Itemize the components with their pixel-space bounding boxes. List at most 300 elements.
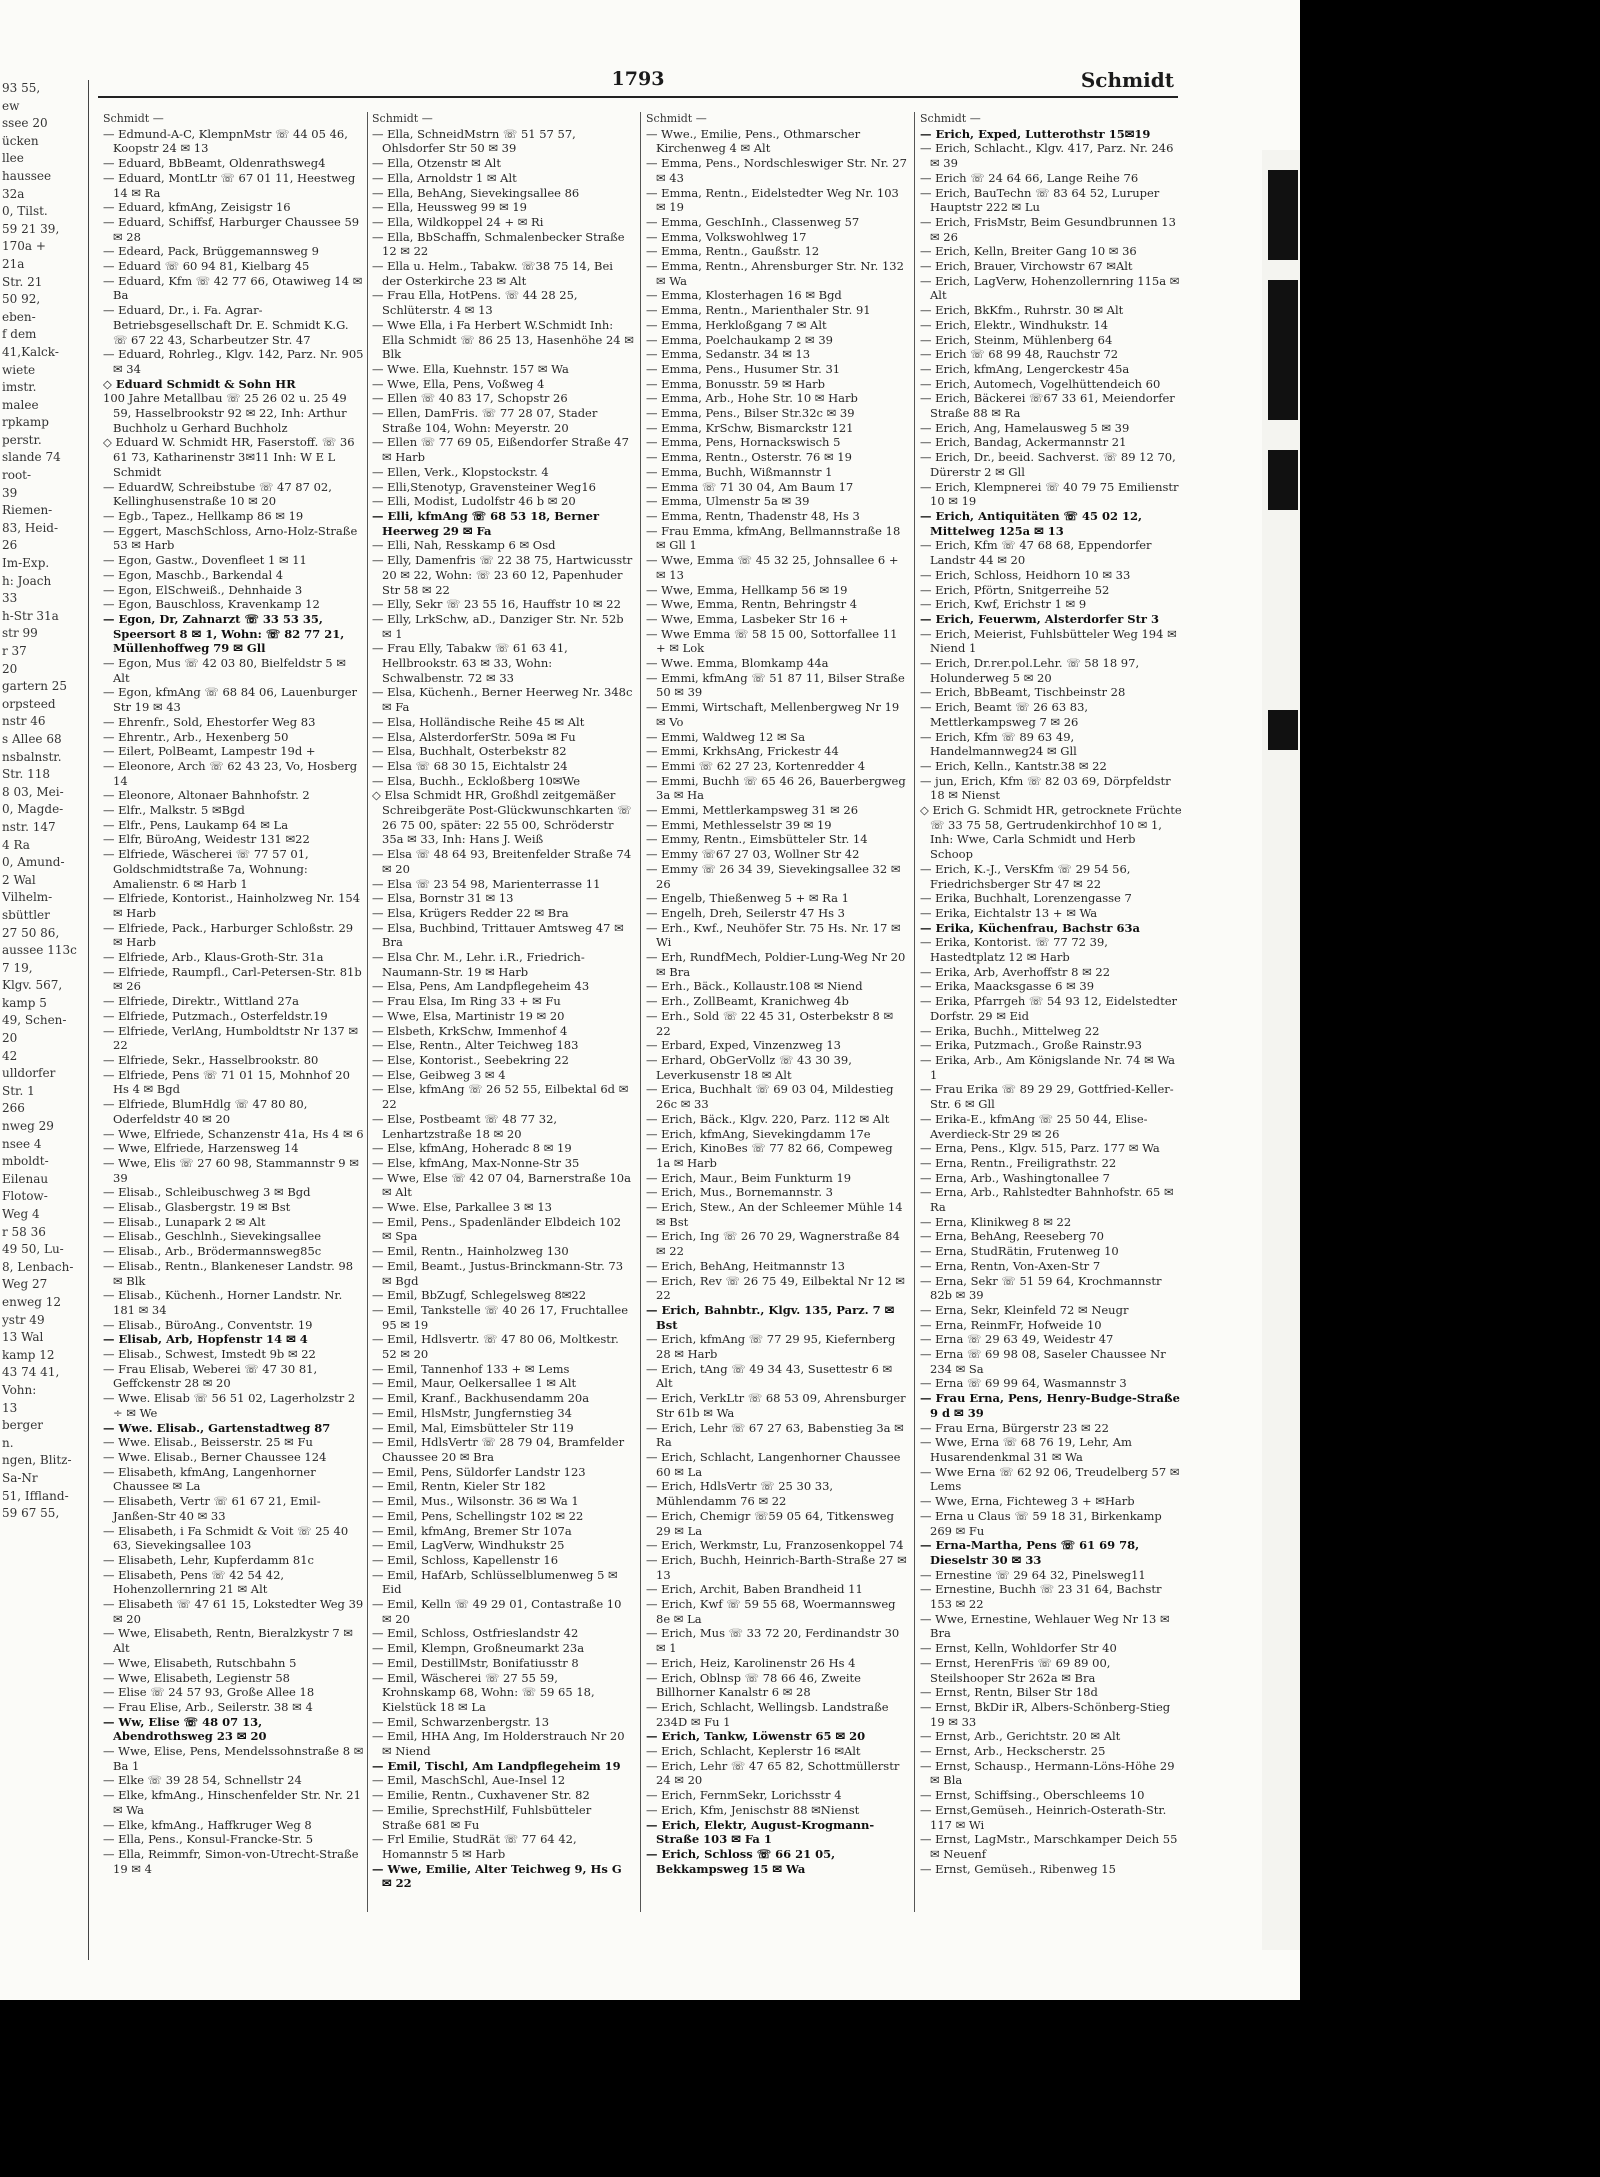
directory-entry: — Erich, Lehr ☏ 47 65 82, Schottmüllerstr 24 ✉ 20	[646, 1758, 900, 1788]
directory-entry: — Elisab., BüroAng., Conventstr. 19	[103, 1317, 313, 1332]
page-header	[98, 56, 1178, 98]
sliver-fragment: n.	[2, 1435, 14, 1450]
directory-entry: — Frau Emma, kfmAng, Bellmannstraße 18 ✉ Gll 1	[646, 523, 901, 553]
sliver-fragment: 39	[2, 485, 18, 500]
column-rule	[367, 112, 368, 1912]
sliver-fragment: 43 74 41,	[2, 1365, 60, 1380]
sliver-fragment: nweg 29	[2, 1119, 54, 1134]
sliver-fragment: nstr 46	[2, 714, 46, 729]
directory-entry: — Emil, Beamt., Justus-Brinckmann-Str. 73 ✉ Bgd	[372, 1258, 624, 1288]
directory-entry: — Eduard, Kfm ☏ 42 77 66, Otawiweg 14 ✉ Ba	[103, 273, 363, 303]
sliver-fragment: 49 50, Lu-	[2, 1242, 64, 1257]
directory-entry: — Erich, Meierist, Fuhlsbütteler Weg 194 ✉ Niend 1	[920, 626, 1177, 656]
sliver-fragment: 27 50 86,	[2, 925, 60, 940]
sliver-fragment: r 37	[2, 644, 27, 658]
sliver-fragment: 0, Amund-	[2, 855, 65, 870]
directory-entry: — Elsa, Küchenh., Berner Heerweg Nr. 348c ✉ Fa	[372, 685, 633, 715]
directory-entry: — Erich, Kwf ☏ 59 55 68, Woermannsweg 8e ✉ La	[646, 1597, 896, 1626]
directory-entry: — Eduard, BbBeamt, Oldenrathsweg4	[103, 156, 326, 171]
directory-entry: — Emil, Schloss, Ostfrieslandstr 42	[372, 1626, 579, 1641]
directory-entry: — Erich, tAng ☏ 49 34 43, Susettestr 6 ✉ Alt	[646, 1361, 893, 1391]
directory-entry: — Emil, Kelln ☏ 49 29 01, Contastraße 10 ✉ 20	[372, 1597, 622, 1626]
directory-entry: — Engelb, Thießenweg 5 + ✉ Ra 1	[646, 891, 849, 906]
sliver-fragment: 26	[2, 538, 18, 553]
directory-entry: — Wwe, Erna ☏ 68 76 19, Lehr, Am Husarendenkmal 31 ✉ Wa	[920, 1435, 1132, 1464]
directory-entry: — Emma, Rentn., Gaußstr. 12	[646, 244, 820, 259]
directory-entry: — Eduard, Rohrleg., Klgv. 142, Parz. Nr. 905 ✉ 34	[103, 347, 364, 376]
directory-entry: — Frau Elise, Arb., Seilerstr. 38 ✉ 4	[103, 1699, 313, 1714]
column-rule	[914, 112, 915, 1912]
directory-entry: — Ella, Pens., Konsul-Francke-Str. 5	[103, 1832, 314, 1847]
directory-entry: — Erich, Klempnerei ☏ 40 79 75 Emilienstr 10 ✉ 19	[920, 479, 1179, 509]
directory-entry: — Emma, Poelchaukamp 2 ✉ 39	[646, 332, 833, 347]
directory-entry: — Egon, ElSchweiß., Dehnhaide 3	[103, 582, 303, 597]
directory-entry: — Elfr, BüroAng, Weidestr 131 ✉22	[103, 832, 310, 847]
scan-border	[1300, 0, 1600, 2177]
directory-entry: — Emma, Pens, Hornackswisch 5	[646, 435, 841, 450]
directory-entry: — Eduard, MontLtr ☏ 67 01 11, Heestweg 14 ✉ Ra	[103, 170, 356, 200]
sliver-fragment: imstr.	[2, 380, 37, 395]
directory-entry: — Erich, Bäckerei ☏67 33 61, Meiendorfer Straße 88 ✉ Ra	[920, 391, 1175, 421]
directory-entry: — Erich, kfmAng ☏ 77 29 95, Kiefernberg 28 ✉ Harb	[646, 1332, 896, 1362]
sliver-fragment: Str. 118	[2, 767, 50, 782]
directory-entry: — Erich, BkKfm., Ruhrstr. 30 ✉ Alt	[920, 303, 1124, 318]
directory-entry: — Ernestine, Buchh ☏ 23 31 64, Bachstr 153 ✉ 22	[920, 1582, 1162, 1612]
sliver-fragment: kamp 12	[2, 1347, 55, 1362]
directory-entry: — Frau Ella, HotPens. ☏ 44 28 25, Schlüterstr. 4 ✉ 13	[372, 288, 578, 318]
directory-entry: — Erika, Maacksgasse 6 ✉ 39	[920, 979, 1095, 994]
directory-entry: — Emma, Arb., Hohe Str. 10 ✉ Harb	[646, 391, 858, 406]
sliver-fragment: gartern 25	[2, 679, 68, 694]
directory-entry: — Erika, Pfarrgeh ☏ 54 93 12, Eidelstedter Dorfstr. 29 ✉ Eid	[920, 994, 1178, 1023]
directory-entry: — Eleonore, Altonaer Bahnhofstr. 2	[103, 788, 310, 803]
directory-entry: — Emil, Pens, Süldorfer Landstr 123	[372, 1464, 586, 1479]
directory-entry: — Elisabeth, kfmAng, Langenhorner Chaussee ✉ La	[103, 1464, 316, 1494]
directory-entry: — Wwe, Emilie, Alter Teichweg 9, Hs G ✉ 22	[372, 1861, 622, 1891]
sliver-fragment: eben-	[2, 309, 36, 324]
sliver-fragment: ystr 49	[2, 1312, 45, 1327]
sliver-fragment: slande 74	[2, 450, 61, 465]
directory-entry: — Emil, Rentn., Hainholzweg 130	[372, 1244, 569, 1259]
directory-entry: — Erich, FernmSekr, Lorichsstr 4	[646, 1788, 842, 1803]
directory-entry: — Erna, BehAng, Reeseberg 70	[920, 1229, 1104, 1244]
directory-entry: — Erich, Feuerwm, Alsterdorfer Str 3	[920, 611, 1159, 626]
directory-entry: — Wwe, Emma, Lasbeker Str 16 +	[646, 611, 849, 626]
column-head: Schmidt —	[920, 112, 981, 125]
directory-entry: — Erna, Arb., Rahlstedter Bahnhofstr. 65 ✉ Ra	[920, 1185, 1174, 1215]
sliver-fragment: f dem	[2, 327, 37, 342]
column-head: Schmidt —	[103, 112, 164, 125]
directory-entry: — Erich, FrisMstr, Beim Gesundbrunnen 13 ✉ 26	[920, 214, 1176, 244]
directory-entry: — Emil, BbZugf, Schlegelsweg 8✉22	[372, 1288, 587, 1303]
directory-entry: — Emmi, Waldweg 12 ✉ Sa	[646, 729, 806, 744]
directory-entry: — Elsa, Buchbind, Trittauer Amtsweg 47 ✉ Bra	[372, 920, 624, 950]
directory-entry: — Erich, Archit, Baben Brandheid 11	[646, 1582, 863, 1597]
sliver-fragment: ssee 20	[2, 116, 48, 131]
directory-entry: ◇ Eduard W. Schmidt HR, Faserstoff. ☏ 36 61 73, Katharinenstr 3✉11 Inh: W E L Schmidt	[103, 435, 355, 479]
directory-entry: — Erich, Pförtn, Snitgerreihe 52	[920, 582, 1110, 597]
directory-entry: — Erich, K.-J., VersKfm ☏ 29 54 56, Friedrichsberger Str 47 ✉ 22	[920, 861, 1131, 891]
directory-entry: — Wwe. Emma, Blomkamp 44a	[646, 656, 829, 671]
directory-entry: — Elisabeth, i Fa Schmidt & Voit ☏ 25 40 63, Sievekingsallee 103	[103, 1523, 349, 1553]
directory-entry: — Else, Postbeamt ☏ 48 77 32, Lenhartzstraße 18 ✉ 20	[372, 1111, 558, 1141]
directory-entry: — Emil, LagVerw, Windhukstr 25	[372, 1538, 565, 1553]
sliver-fragment: 32a	[2, 186, 25, 201]
directory-entry: — Erika, Eichtalstr 13 + ✉ Wa	[920, 905, 1098, 920]
directory-entry: — Wwe Emma ☏ 58 15 00, Sottorfallee 11 + ✉ Lok	[646, 626, 898, 656]
directory-entry: — Emma, Ulmenstr 5a ✉ 39	[646, 494, 810, 509]
directory-entry: — Emma, KrSchw, Bismarckstr 121	[646, 420, 854, 435]
sliver-fragment: ngen, Blitz-	[2, 1453, 72, 1468]
directory-entry: — Elsa, AlsterdorferStr. 509a ✉ Fu	[372, 729, 576, 744]
sliver-fragment: 83, Heid-	[2, 520, 59, 535]
directory-entry: — Wwe, Elsa, Martinistr 19 ✉ 20	[372, 1008, 565, 1023]
directory-entry: — Wwe, Else ☏ 42 07 04, Barnerstraße 10a ✉ Alt	[372, 1170, 631, 1200]
directory-entry: — Egon, Maschb., Barkendal 4	[103, 567, 284, 582]
directory-entry: — Erich, KinoBes ☏ 77 82 66, Compeweg 1a ✉ Harb	[646, 1141, 893, 1170]
directory-entry: — Elisabeth, Lehr, Kupferdamm 81c	[103, 1552, 314, 1567]
directory-entry: — Emil, Pens., Spadenländer Elbdeich 102 ✉ Spa	[372, 1214, 622, 1244]
sliver-fragment: nsbalnstr.	[2, 749, 62, 764]
directory-entry: — Erika, Buchh., Mittelweg 22	[920, 1023, 1100, 1038]
directory-entry: — Frl Emilie, StudRät ☏ 77 64 42, Homannstr 5 ✉ Harb	[372, 1832, 577, 1861]
directory-entry: — Erika-E., kfmAng ☏ 25 50 44, Elise-Averdieck-Str 29 ✉ 26	[920, 1111, 1148, 1141]
directory-entry: — Frau Elisab, Weberei ☏ 47 30 81, Geffckenstr 28 ✉ 20	[103, 1361, 318, 1391]
sliver-fragment: nsee 4	[2, 1136, 42, 1151]
directory-entry: — Erich, Elektr., Windhukstr. 14	[920, 317, 1109, 332]
directory-entry: — Erich, BehAng, Heitmannstr 13	[646, 1258, 845, 1273]
directory-entry: — Erich, Schloss ☏ 66 21 05, Bekkampsweg 15 ✉ Wa	[646, 1846, 836, 1876]
directory-entry: — Else, kfmAng, Hoheradc 8 ✉ 19	[372, 1141, 572, 1156]
directory-entry: — Elfriede, Direktr., Wittland 27a	[103, 994, 299, 1009]
directory-entry: — Erh., Sold ☏ 22 45 31, Osterbekstr 8 ✉ 22	[646, 1008, 894, 1038]
directory-entry: — Ellen ☏ 77 69 05, Eißendorfer Straße 47 ✉ Harb	[372, 435, 629, 465]
directory-entry: — Erich, Schlacht, Langenhorner Chaussee 60 ✉ La	[646, 1449, 901, 1479]
directory-entry: — Frau Elly, Tabakw ☏ 61 63 41, Hellbrookstr. 63 ✉ 33, Wohn: Schwalbenstr. 72 ✉ 33	[372, 641, 568, 685]
directory-entry: — Erich, Kfm ☏ 89 63 49, Handelmannweg24 ✉ Gll	[920, 729, 1077, 759]
directory-entry: — Elisab., Geschlnh., Sievekingsallee	[103, 1229, 321, 1244]
directory-entry: — Emil, Maur, Oelkersallee 1 ✉ Alt	[372, 1376, 577, 1391]
sliver-fragment: 266	[2, 1101, 25, 1116]
directory-entry: — Erich, Bäck., Klgv. 220, Parz. 112 ✉ Alt	[646, 1111, 890, 1126]
sliver-fragment: ulldorfer	[2, 1066, 56, 1081]
directory-entry: — Wwe. Else, Parkallee 3 ✉ 13	[372, 1200, 552, 1215]
directory-entry: — Erich ☏ 24 64 66, Lange Reihe 76	[920, 170, 1139, 185]
directory-entry: — Eduard, kfmAng, Zeisigstr 16	[103, 200, 291, 215]
directory-entry: — Wwe, Ella, Pens, Voßweg 4	[372, 376, 545, 391]
directory-entry: — Elfr., Pens, Laukamp 64 ✉ La	[103, 817, 289, 832]
directory-entry: — Emil, Mus., Wilsonstr. 36 ✉ Wa 1	[372, 1494, 579, 1509]
directory-entry: — Else, kfmAng, Max-Nonne-Str 35	[372, 1155, 580, 1170]
directory-entry: — Emma, Sedanstr. 34 ✉ 13	[646, 347, 811, 362]
directory-entry: — Elisab., Schwest, Imstedt 9b ✉ 22	[103, 1347, 316, 1362]
directory-entry: — Emma, Rentn., Osterstr. 76 ✉ 19	[646, 450, 852, 465]
sliver-fragment: s Allee 68	[2, 731, 62, 746]
directory-entry: — Elly, Damenfris ☏ 22 38 75, Hartwicusstr 20 ✉ 22, Wohn: ☏ 23 60 12, Papenhuder Str 58 ✉ 22	[372, 553, 633, 597]
directory-entry: — Emil, Tischl, Am Landpflegeheim 19	[372, 1758, 621, 1773]
sliver-fragment: Klgv. 567,	[2, 978, 63, 993]
directory-entry: — Wwe. Elisab ☏ 56 51 02, Lagerholzstr 2 ÷ ✉ We	[103, 1391, 356, 1420]
running-head: Schmidt	[1080, 68, 1174, 92]
directory-entry: — Wwe Ella, i Fa Herbert W.Schmidt Inh: Ella Schmidt ☏ 86 25 13, Hasenhöhe 24 ✉ Blk	[372, 317, 634, 362]
directory-entry: — Erich, Chemigr ☏59 05 64, Titkensweg 29 ✉ La	[646, 1508, 894, 1538]
directory-entry: — Elise ☏ 24 57 93, Große Allee 18	[103, 1685, 315, 1700]
directory-entry: — Elsa, Bornstr 31 ✉ 13	[372, 891, 514, 906]
directory-entry: — Erna-Martha, Pens ☏ 61 69 78, Dieselstr 30 ✉ 33	[920, 1538, 1140, 1567]
directory-entry: — Egon, Mus ☏ 42 03 80, Bielfeldstr 5 ✉ Alt	[103, 656, 346, 685]
directory-entry: — Erika, Arb, Averhoffstr 8 ✉ 22	[920, 964, 1111, 979]
directory-entry: — Erna, Pens., Klgv. 515, Parz. 177 ✉ Wa	[920, 1141, 1160, 1156]
directory-entry: — Elfriede, Pens ☏ 71 01 15, Mohnhof 20 Hs 4 ✉ Bgd	[103, 1067, 350, 1097]
directory-entry: — Erh., Kwf., Neuhöfer Str. 75 Hs. Nr. 17 ✉ Wi	[646, 920, 901, 950]
sliver-fragment: h: Joach	[2, 573, 52, 588]
directory-entry: — Emil, Pens, Schellingstr 102 ✉ 22	[372, 1508, 584, 1523]
sliver-fragment: sbüttler	[2, 907, 50, 922]
directory-entry: — Elsa, Buchh., Eckloßberg 10✉We	[372, 773, 581, 788]
directory-entry: — Emma, Pens., Nordschleswiger Str. Nr. 27 ✉ 43	[646, 156, 907, 185]
directory-entry: — Elsa, Krügers Redder 22 ✉ Bra	[372, 905, 569, 920]
directory-entry: — Elisab, Arb, Hopfenstr 14 ✉ 4	[103, 1332, 308, 1347]
sliver-fragment: Eilenau	[2, 1171, 49, 1186]
directory-entry: ◇ Eduard Schmidt & Sohn HR	[103, 376, 296, 391]
directory-entry: — Wwe. Elisab., Berner Chaussee 124	[103, 1449, 327, 1464]
directory-entry: — Ehrenfr., Sold, Ehestorfer Weg 83	[103, 714, 316, 729]
directory-entry: — Erich, Schlacht, Wellingsb. Landstraße 234D ✉ Fu 1	[646, 1699, 889, 1729]
directory-entry: — EduardW, Schreibstube ☏ 47 87 02, Kellinghusenstraße 10 ✉ 20	[103, 479, 332, 509]
directory-entry: — Erich, Schlacht, Keplerstr 16 ✉Alt	[646, 1744, 861, 1759]
directory-entry: — Ernst, Schiffsing., Oberschleems 10	[920, 1788, 1145, 1803]
directory-entry: — Erna, Sekr, Kleinfeld 72 ✉ Neugr	[920, 1302, 1129, 1317]
directory-entry: — Emmi, Mettlerkampsweg 31 ✉ 26	[646, 803, 859, 818]
directory-entry: — Erica, Buchhalt ☏ 69 03 04, Mildestieg 26c ✉ 33	[646, 1082, 894, 1112]
sliver-fragment: root-	[2, 468, 32, 483]
sliver-fragment: ücken	[2, 133, 39, 148]
directory-entry: — Elfr., Malkstr. 5 ✉Bgd	[103, 803, 245, 818]
sliver-fragment: Sa-Nr	[2, 1470, 38, 1485]
directory-entry: — Erich, BbBeamt, Tischbeinstr 28	[920, 685, 1126, 700]
directory-entry: — Eduard, Schiffsf, Harburger Chaussee 59 ✉ 28	[103, 214, 360, 244]
directory-entry: — Ella, Wildkoppel 24 + ✉ Ri	[372, 214, 544, 229]
edge-mark	[1268, 280, 1298, 420]
sliver-fragment: wiete	[2, 362, 36, 377]
directory-entry: — Wwe. Elisab., Beisserstr. 25 ✉ Fu	[103, 1435, 313, 1450]
directory-entry: — Ellen, DamFris. ☏ 77 28 07, Stader Straße 104, Wohn: Meyerstr. 20	[372, 406, 598, 435]
sliver-fragment: 93 55,	[2, 81, 41, 95]
directory-entry: — Elisab., Glasbergstr. 19 ✉ Bst	[103, 1200, 291, 1215]
directory-entry: — Wwe, Elisabeth, Rutschbahn 5	[103, 1655, 297, 1670]
directory-entry: — Erich, Kwf, Erichstr 1 ✉ 9	[920, 597, 1087, 612]
directory-entry: — Erich, Elektr, August-Krogmann-Straße 103 ✉ Fa 1	[646, 1817, 875, 1847]
edge-mark	[1268, 170, 1298, 260]
directory-entry: — Emilie, Rentn., Cuxhavener Str. 82	[372, 1788, 590, 1803]
directory-entry: — Erich, Ang, Hamelausweg 5 ✉ 39	[920, 420, 1130, 435]
directory-entry: — Egon, Bauschloss, Kravenkamp 12	[103, 597, 320, 612]
directory-entry: — Wwe, Elisabeth, Legienstr 58	[103, 1670, 290, 1685]
directory-entry: — Erich, Tankw, Löwenstr 65 ✉ 20	[646, 1729, 866, 1744]
directory-entry: — Ella, BbSchaffn, Schmalenbecker Straße 12 ✉ 22	[372, 229, 625, 259]
directory-entry: — Emmi ☏ 62 27 23, Kortenredder 4	[646, 758, 866, 773]
directory-entry: — Edeard, Pack, Brüggemannsweg 9	[103, 244, 319, 259]
directory-entry: — Emma, Pens., Husumer Str. 31	[646, 361, 841, 376]
directory-entry: — Erich, Beamt ☏ 26 63 83, Mettlerkampsweg 7 ✉ 26	[920, 700, 1089, 729]
directory-entry: — Elsa, Holländische Reihe 45 ✉ Alt	[372, 714, 585, 729]
directory-entry: — Erna, StudRätin, Frutenweg 10	[920, 1244, 1119, 1259]
directory-entry: — Ella, Heussweg 99 ✉ 19	[372, 200, 527, 215]
directory-entry: ◇ Elsa Schmidt HR, Großhdl zeitgemäßer Schreibgeräte Post-Glückwunschkarten ☏ 26 75 00, später: 22 55 00, Schröderstr 35a ✉ 33, Inh: Hans J. Weiß	[372, 788, 632, 847]
directory-entry: — Elfriede, Sekr., Hasselbrookstr. 80	[103, 1053, 319, 1067]
directory-entry: — Emil, HafArb, Schlüsselblumenweg 5 ✉ Eid	[372, 1567, 618, 1597]
directory-entry: — Erich, Werkmstr, Lu, Franzosenkoppel 74	[646, 1538, 904, 1553]
directory-entry: — Erhard, ObGerVollz ☏ 43 30 39, Leverkusenstr 18 ✉ Alt	[646, 1053, 852, 1082]
directory-entry: — Elsa Chr. M., Lehr. i.R., Friedrich-Naumann-Str. 19 ✉ Harb	[372, 950, 585, 979]
directory-entry: — Erh, RundfMech, Poldier-Lung-Weg Nr 20 ✉ Bra	[646, 950, 906, 979]
sliver-fragment: 51, Iffland-	[2, 1488, 69, 1503]
directory-entry: — Elli, Nah, Resskamp 6 ✉ Osd	[372, 538, 556, 553]
directory-entry: — Emma, Rentn., Marienthaler Str. 91	[646, 303, 871, 318]
directory-entry: — Elsa, Buchhalt, Osterbekstr 82	[372, 744, 567, 759]
sliver-fragment: malee	[2, 397, 39, 412]
directory-entry: — Ernestine ☏ 29 64 32, Pinelsweg11	[920, 1567, 1146, 1582]
directory-entry: — Egon, kfmAng ☏ 68 84 06, Lauenburger Str 19 ✉ 43	[103, 685, 358, 715]
directory-entry: — Emilie, SprechstHilf, Fuhlsbütteler Straße 681 ✉ Fu	[372, 1802, 592, 1832]
sliver-fragment: str 99	[2, 626, 38, 641]
directory-entry: — Erich, Exped, Lutterothstr 15✉19	[920, 126, 1151, 141]
directory-entry: — Ella, Otzenstr ✉ Alt	[372, 156, 501, 171]
directory-entry: — Elsa ☏ 23 54 98, Marienterrasse 11	[372, 876, 601, 891]
directory-entry: — Frau Erna, Pens, Henry-Budge-Straße 9 d ✉ 39	[920, 1391, 1180, 1420]
sliver-fragment: 59 67 55,	[2, 1506, 60, 1521]
sliver-fragment: 41,Kalck-	[2, 344, 59, 359]
directory-entry: — Elsa ☏ 68 30 15, Eichtalstr 24	[372, 758, 568, 773]
directory-entry: — Emil, HlsMstr, Jungfernstieg 34	[372, 1405, 572, 1420]
directory-entry: — Emil, Schloss, Kapellenstr 16	[372, 1552, 559, 1567]
sliver-fragment: Vohn:	[2, 1382, 37, 1397]
directory-entry: — Erich, Mus., Bornemannstr. 3	[646, 1185, 833, 1200]
directory-entry: — Elsbeth, KrkSchw, Immenhof 4	[372, 1023, 568, 1038]
sliver-fragment: 20	[2, 661, 18, 676]
directory-entry: — Emil, Hdlsvertr. ☏ 47 80 06, Moltkestr. 52 ✉ 20	[372, 1332, 619, 1362]
sliver-fragment: 4 Ra	[2, 837, 30, 852]
directory-entry: — Emma ☏ 71 30 04, Am Baum 17	[646, 479, 854, 494]
directory-entry: — Erich, LagVerw, Hohenzollernring 115a ✉ Alt	[920, 273, 1180, 303]
directory-entry: — Erich, Maur., Beim Funkturm 19	[646, 1170, 852, 1185]
sliver-fragment: 59 21 39,	[2, 221, 60, 236]
directory-entry: — Elisab., Arb., Brödermannsweg85c	[103, 1244, 322, 1259]
directory-entry: — Erich, Stew., An der Schleemer Mühle 14 ✉ Bst	[646, 1200, 903, 1229]
sliver-fragment: h-Str 31a	[2, 608, 59, 623]
edge-mark	[1268, 710, 1298, 750]
directory-entry: — Erna ☏ 69 98 08, Saseler Chaussee Nr 234 ✉ Sa	[920, 1347, 1166, 1376]
edge-mark	[1268, 450, 1298, 510]
directory-entry: — Emmi, KrkhsAng, Frickestr 44	[646, 744, 839, 759]
directory-entry: — Else, Geibweg 3 ✉ 4	[372, 1067, 506, 1082]
directory-entry: — Erich, Schlacht., Klgv. 417, Parz. Nr. 246 ✉ 39	[920, 141, 1174, 171]
directory-entry: — Erich, Kfm ☏ 47 68 68, Eppendorfer Landstr 44 ✉ 20	[920, 538, 1152, 568]
directory-entry: — Ww, Elise ☏ 48 07 13, Abendrothsweg 23 ✉ 20	[103, 1714, 267, 1744]
sliver-fragment: Str. 1	[2, 1083, 35, 1098]
column-1	[103, 112, 365, 1912]
column-rule	[640, 112, 641, 1912]
directory-entry: — Eduard ☏ 60 94 81, Kielbarg 45	[103, 259, 310, 274]
directory-entry: — Else, Kontorist., Seebekring 22	[372, 1053, 569, 1067]
directory-entry: — Ernst, Gemüseh., Ribenweg 15	[920, 1861, 1116, 1876]
directory-entry: — Erich, Steinm, Mühlenberg 64	[920, 332, 1113, 347]
sliver-fragment: Im-Exp.	[2, 556, 50, 571]
directory-entry: — Erna, Sekr ☏ 51 59 64, Krochmannstr 82b ✉ 39	[920, 1273, 1162, 1303]
directory-entry: — Emil, Tannenhof 133 + ✉ Lems	[372, 1361, 570, 1376]
directory-entry: — Wwe, Emma, Rentn, Behringstr 4	[646, 597, 858, 612]
directory-entry: — Wwe, Ernestine, Wehlauer Weg Nr 13 ✉ Bra	[920, 1611, 1170, 1641]
directory-entry: — Ernst, HerenFris ☏ 69 89 00, Steilshooper Str 262a ✉ Bra	[920, 1655, 1111, 1685]
directory-entry: — Erich, Kelln., Kantstr.38 ✉ 22	[920, 758, 1107, 773]
column-3	[646, 112, 908, 1912]
directory-entry: — Elisabeth, Pens ☏ 42 54 42, Hohenzollernring 21 ✉ Alt	[103, 1567, 285, 1597]
directory-entry: — Ernst,Gemüseh., Heinrich-Osterath-Str. 117 ✉ Wi	[920, 1802, 1167, 1832]
directory-entry: — Elli,Stenotyp, Gravensteiner Weg16	[372, 479, 596, 494]
sliver-fragment: 0, Tilst.	[2, 204, 48, 219]
directory-entry: — Erich, Dr., beeid. Sachverst. ☏ 89 12 70, Dürerstr 2 ✉ Gll	[920, 450, 1176, 479]
sliver-fragment: Riemen-	[2, 503, 53, 518]
directory-entry: — Elli, Modist, Ludolfstr 46 b ✉ 20	[372, 494, 576, 509]
sliver-fragment: orpsteed	[2, 696, 56, 711]
directory-entry: — Erh., Bäck., Kollaustr.108 ✉ Niend	[646, 979, 863, 994]
sliver-fragment: 170a +	[2, 239, 46, 254]
sliver-fragment: 0, Magde-	[2, 802, 64, 817]
directory-entry: — Erich, Antiquitäten ☏ 45 02 12, Mittelweg 125a ✉ 13	[920, 508, 1142, 538]
directory-entry: — Wwe, Elise, Pens, Mendelssohnstraße 8 ✉ Ba 1	[103, 1744, 364, 1773]
directory-entry: — Elfriede, Raumpfl., Carl-Petersen-Str. 81b ✉ 26	[103, 964, 362, 994]
directory-entry: — Elli, kfmAng ☏ 68 53 18, Berner Heerweg 29 ✉ Fa	[372, 508, 600, 538]
directory-entry: — jun, Erich, Kfm ☏ 82 03 69, Dörpfeldstr 18 ✉ Nienst	[920, 773, 1171, 803]
directory-entry: — Egb., Tapez., Hellkamp 86 ✉ 19	[103, 508, 304, 523]
page-number: 1793	[611, 68, 665, 90]
directory-entry: — Erich, Automech, Vogelhüttendeich 60	[920, 376, 1161, 391]
directory-entry: — Wwe, Erna, Fichteweg 3 + ✉Harb	[920, 1494, 1135, 1509]
directory-entry: — Wwe, Elfriede, Harzensweg 14	[103, 1141, 299, 1156]
directory-entry: — Emil, Mal, Eimsbütteler Str 119	[372, 1420, 574, 1435]
sliver-fragment: ew	[2, 98, 20, 113]
directory-entry: — Emmy, Rentn., Eimsbütteler Str. 14	[646, 832, 868, 847]
sliver-fragment: r 58 36	[2, 1224, 46, 1239]
directory-entry: — Elsa, Pens, Am Landpflegeheim 43	[372, 979, 590, 994]
directory-entry: — Emma, Rentn, Thadenstr 48, Hs 3	[646, 508, 860, 523]
directory-entry: — Emil, Wäscherei ☏ 27 55 59, Krohnskamp 68, Wohn: ☏ 59 65 18, Kielstück 18 ✉ La	[372, 1670, 595, 1714]
sliver-fragment: Weg 27	[2, 1277, 48, 1292]
directory-entry: — Erna, Klinikweg 8 ✉ 22	[920, 1214, 1072, 1229]
directory-entry: — Elfriede, Wäscherei ☏ 77 57 01, Goldschmidtstraße 7a, Wohnung: Amalienstr. 6 ✉ Harb 1	[103, 847, 309, 891]
directory-entry: — Erbard, Exped, Vinzenzweg 13	[646, 1038, 841, 1053]
directory-entry: — Elfriede, Kontorist., Hainholzweg Nr. 154 ✉ Harb	[103, 891, 361, 920]
directory-entry: — Elsa ☏ 48 64 93, Breitenfelder Straße 74 ✉ 20	[372, 847, 632, 876]
column-head: Schmidt —	[646, 112, 707, 125]
directory-entry: — Engelh, Dreh, Seilerstr 47 Hs 3	[646, 905, 845, 920]
next-page-edge	[1262, 150, 1300, 1950]
directory-entry: — Ernst, Schausp., Hermann-Löns-Höhe 29 ✉ Bla	[920, 1758, 1175, 1788]
directory-entry: ◇ Erich G. Schmidt HR, getrocknete Früchte ☏ 33 75 58, Gertrudenkirchhof 10 ✉ 1, Inh: Wwe, Carla Schmidt und Herb Schoop	[920, 803, 1182, 862]
sliver-fragment: 50 92,	[2, 292, 41, 307]
previous-page-sliver	[0, 80, 89, 1960]
directory-entry: — Emmi, kfmAng ☏ 51 87 11, Bilser Straße 50 ✉ 39	[646, 670, 905, 700]
directory-entry: — Ella, BehAng, Sievekingsallee 86	[372, 185, 580, 200]
directory-entry: — Erich, Kelln, Breiter Gang 10 ✉ 36	[920, 244, 1137, 259]
directory-entry: — Ernst, Arb., Gerichtstr. 20 ✉ Alt	[920, 1729, 1121, 1744]
sliver-fragment: perstr.	[2, 432, 42, 447]
sliver-fragment: enweg 12	[2, 1294, 61, 1309]
sliver-fragment: aussee 113c	[2, 943, 77, 958]
directory-entry: — Frau Elsa, Im Ring 33 + ✉ Fu	[372, 994, 561, 1009]
directory-entry: — Wwe. Ella, Kuehnstr. 157 ✉ Wa	[372, 361, 569, 376]
directory-entry: — Eleonore, Arch ☏ 62 43 23, Vo, Hosberg 14	[103, 758, 358, 788]
